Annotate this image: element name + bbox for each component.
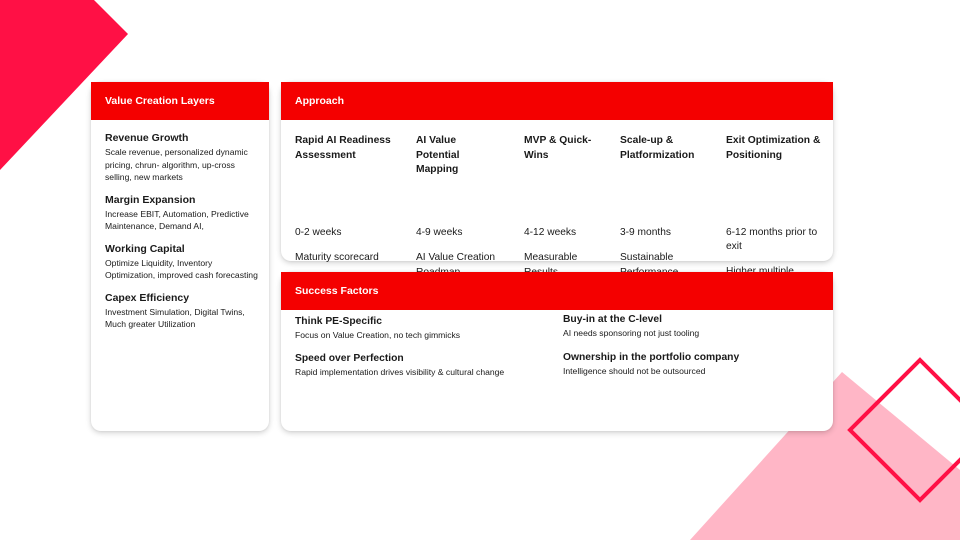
phase-duration: 0-2 weeks [295,227,342,238]
value-creation-layers-title: Value Creation Layers [91,82,269,120]
success-factor-title: Speed over Perfection [295,353,404,364]
layer-margin-expansion [105,194,259,233]
phase-output: Measurable [524,252,578,263]
layer-working-capital [105,243,259,282]
success-factor-description: Rapid implementation drives visibility & cultural change [295,367,505,377]
phase-title: Scale-up & Platformization [620,135,695,161]
phase-title: Exit Optimization & Positioning [726,135,821,161]
phase-title: Rapid AI Readiness Assessment [295,135,391,161]
layer-capex-efficiency [105,292,259,331]
approach-title: Approach [281,82,833,120]
layer-title: Margin Expansion [105,193,196,206]
layer-description: Optimize Liquidity, Inventory Optimization, improved cash forecasting [105,257,258,280]
success-factors-card [281,272,833,431]
phase-title: MVP & Quick-Wins [524,135,592,161]
phase-duration: 4-12 weeks [524,227,577,238]
phase-mvp-quick-wins [524,134,599,163]
success-factor-title: Think PE-Specific [295,316,382,327]
success-factor-speed-over-perfection [295,353,525,379]
phase-readiness-assessment [295,134,395,163]
success-factor-ownership [563,352,823,378]
phase-scale-up-platformization [620,134,710,163]
phase-output: AI Value Creation [416,252,496,263]
layer-revenue-growth [105,132,259,184]
phase-duration: 3-9 months [620,227,671,238]
success-factor-title: Ownership in the portfolio company [563,352,740,363]
success-factor-description: AI needs sponsoring not just tooling [563,328,700,338]
layer-title: Working Capital [105,242,185,255]
layer-description: Investment Simulation, Digital Twins, Much greater Utilization [105,306,245,329]
success-factor-description: Intelligence should not be outsourced [563,366,706,376]
success-factors-title: Success Factors [281,272,833,310]
layer-title: Revenue Growth [105,132,189,144]
phase-exit-optimization [726,134,831,163]
success-factor-title: Buy-in at the C-level [563,314,662,325]
phase-output: Sustainable [620,252,674,263]
phase-output: Maturity scorecard [295,252,379,263]
success-factor-description: Focus on Value Creation, no tech gimmicks [295,330,461,340]
phase-duration: 6-12 months prior to exit [726,227,818,252]
layer-title: Capex Efficiency [105,291,190,304]
layer-description: Increase EBIT, Automation, Predictive Maintenance, Demand AI, [105,208,249,231]
success-factor-buy-in-c-level [563,314,823,340]
layer-description: Scale revenue, personalized dynamic pricing, chrun- algorithm, up-cross selling, new markets [105,147,248,182]
success-factor-think-pe-specific [295,316,535,342]
phase-title: AI Value Potential Mapping [416,135,460,176]
phase-value-potential-mapping [416,134,496,178]
approach-phases [281,120,833,261]
value-creation-layers-card [91,82,269,431]
phase-duration: 4-9 weeks [416,227,463,238]
approach-card [281,82,833,261]
